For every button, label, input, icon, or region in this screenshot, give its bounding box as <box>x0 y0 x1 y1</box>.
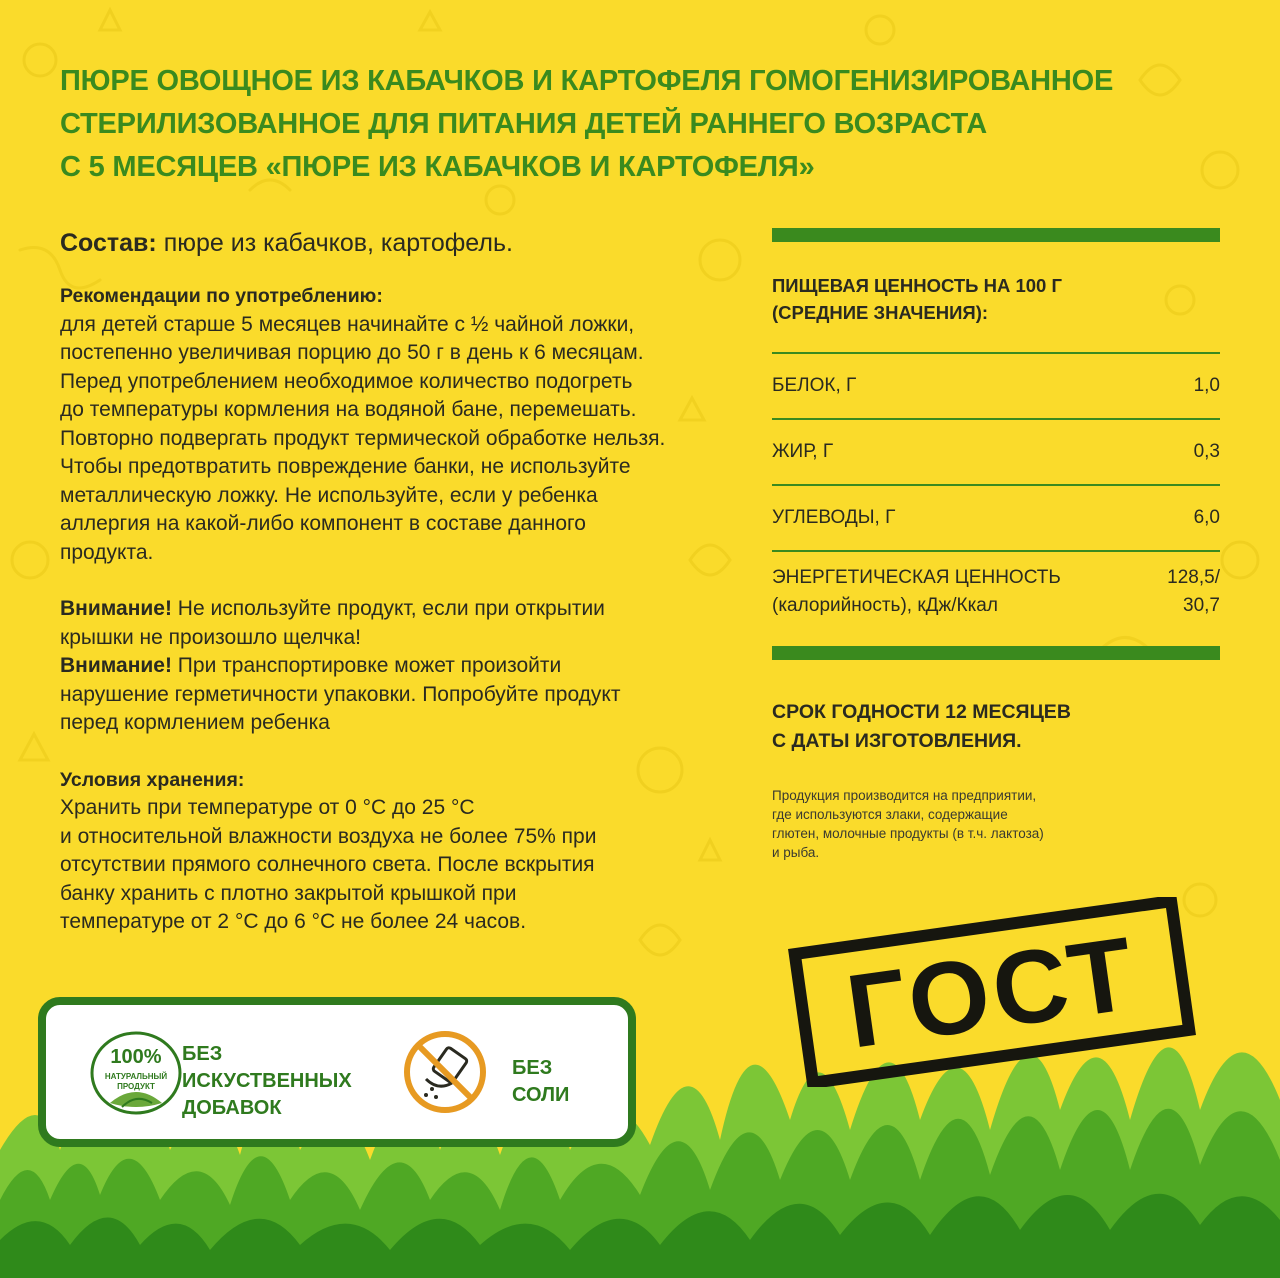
nutrition-title-line: ПИЩЕВАЯ ЦЕННОСТЬ НА 100 Г <box>772 275 1062 296</box>
nutrition-value: 1,0 <box>1193 375 1220 396</box>
nutrition-row-carbs <box>772 486 1220 550</box>
recommendations-heading: Рекомендации по употреблению: <box>60 285 383 307</box>
allergen-line: и рыба. <box>772 845 820 860</box>
recommendations-line: аллергия на какой-либо компонент в составе данного <box>60 512 586 535</box>
no-additives-line: ДОБАВОК <box>182 1097 282 1119</box>
allergen-line: Продукция производится на предприятии, <box>772 788 1037 803</box>
no-salt-line: СОЛИ <box>512 1084 570 1106</box>
nutrition-top-bar <box>772 228 1220 242</box>
nutrition-value: 0,3 <box>1193 441 1220 462</box>
recommendations-line: для детей старше 5 месяцев начинайте с ½ чайной ложки, <box>60 312 635 336</box>
product-title <box>60 60 1220 189</box>
storage-line: температуре от 2 °С до 6 °С не более 24 часов. <box>60 910 527 933</box>
no-additives-text <box>182 1041 352 1122</box>
allergen-line: где используются злаки, содержащие <box>772 807 1008 822</box>
shelf-life-line: СРОК ГОДНОСТИ 12 МЕСЯЦЕВ <box>772 701 1071 723</box>
shelf-life-line: С ДАТЫ ИЗГОТОВЛЕНИЯ. <box>772 730 1022 752</box>
storage-line: банку хранить с плотно закрытой крышкой при <box>60 881 517 905</box>
nutrition-title-line: (СРЕДНИЕ ЗНАЧЕНИЯ): <box>772 302 989 323</box>
nutrition-row-fat <box>772 420 1220 484</box>
storage-line: и относительной влажности воздуха не более 75% при <box>60 824 597 848</box>
warning-line: крышки не произошло щелчка! <box>60 625 361 649</box>
natural-product-seal-icon <box>82 1027 190 1119</box>
composition-text: пюре из кабачков, картофель. <box>156 229 513 257</box>
storage-line: Хранить при температуре от 0 °С до 25 °С <box>60 796 475 819</box>
energy-label-line: (калорийность), кДж/Ккал <box>772 595 998 616</box>
title-line: С 5 МЕСЯЦЕВ «ПЮРЕ ИЗ КАБАЧКОВ И КАРТОФЕЛЯ» <box>60 151 815 183</box>
warning-line <box>60 652 740 681</box>
gost-text: ГОСТ <box>840 914 1144 1071</box>
nutrition-row-protein <box>772 354 1220 418</box>
recommendations-line: Чтобы предотвратить повреждение банки, не используйте <box>60 455 631 478</box>
seal-percent: 100% <box>110 1046 162 1068</box>
recommendations-line: металлическую ложку. Не используйте, если у ребенка <box>60 483 598 507</box>
nutrition-label: БЕЛОК, Г <box>772 375 857 396</box>
no-salt-text <box>512 1055 569 1109</box>
allergen-line: глютен, молочные продукты (в т.ч. лактоза) <box>772 826 1044 841</box>
warning-label: Внимание! <box>60 654 172 677</box>
shelf-life <box>772 698 1220 756</box>
badges-panel <box>38 997 636 1147</box>
no-salt-icon <box>402 1029 488 1115</box>
energy-value-line: 30,7 <box>1183 595 1220 616</box>
nutrition-row-energy <box>772 552 1220 632</box>
recommendations-line: постепенно увеличивая порцию до 50 г в день к 6 месяцам. <box>60 341 644 364</box>
nutrition-panel <box>772 228 1220 862</box>
storage-line: отсутствии прямого солнечного света. После вскрытия <box>60 853 595 876</box>
composition <box>60 226 740 260</box>
allergen-note <box>772 786 1220 862</box>
energy-value-line: 128,5/ <box>1167 567 1220 588</box>
nutrition-title <box>772 272 1220 326</box>
warning-line: нарушение герметичности упаковки. Попробуйте продукт <box>60 682 621 706</box>
storage-section <box>60 766 740 937</box>
seal-line2: ПРОДУКТ <box>117 1082 155 1091</box>
no-additives-line: БЕЗ <box>182 1043 223 1065</box>
no-salt-line: БЕЗ <box>512 1057 553 1079</box>
warning-text: При транспортировке может произойти <box>171 654 562 677</box>
warning-label: Внимание! <box>60 597 172 620</box>
recommendations-line: продукта. <box>60 540 154 564</box>
warning-line <box>60 595 740 624</box>
warning-text: Не используйте продукт, если при открытии <box>171 597 605 620</box>
nutrition-value <box>1167 564 1220 620</box>
recommendations-line: до температуры кормления на водяной бане, перемешать. <box>60 398 637 421</box>
recommendations-line: Перед употреблением необходимое количество подогреть <box>60 369 633 393</box>
nutrition-label <box>772 564 1061 620</box>
nutrition-value: 6,0 <box>1193 507 1220 528</box>
recommendations-line: Повторно подвергать продукт термической обработке нельзя. <box>60 426 666 450</box>
title-line: ПЮРЕ ОВОЩНОЕ ИЗ КАБАЧКОВ И КАРТОФЕЛЯ ГОМОГЕНИЗИРОВАННОЕ <box>60 65 1114 97</box>
warning-line: перед кормлением ребенка <box>60 711 330 734</box>
nutrition-label: УГЛЕВОДЫ, Г <box>772 507 896 528</box>
nutrition-bottom-bar <box>772 646 1220 660</box>
warnings-section <box>60 595 740 738</box>
recommendations-section <box>60 282 740 567</box>
no-additives-line: ИСКУСТВЕННЫХ <box>182 1070 352 1092</box>
energy-label-line: ЭНЕРГЕТИЧЕСКАЯ ЦЕННОСТЬ <box>772 567 1061 588</box>
nutrition-label: ЖИР, Г <box>772 441 834 462</box>
storage-heading: Условия хранения: <box>60 768 245 791</box>
product-description <box>60 226 740 937</box>
composition-label: Состав: <box>60 229 157 257</box>
title-line: СТЕРИЛИЗОВАННОЕ ДЛЯ ПИТАНИЯ ДЕТЕЙ РАННЕГО ВОЗРАСТА <box>60 108 988 140</box>
seal-line1: НАТУРАЛЬНЫЙ <box>104 1072 168 1081</box>
